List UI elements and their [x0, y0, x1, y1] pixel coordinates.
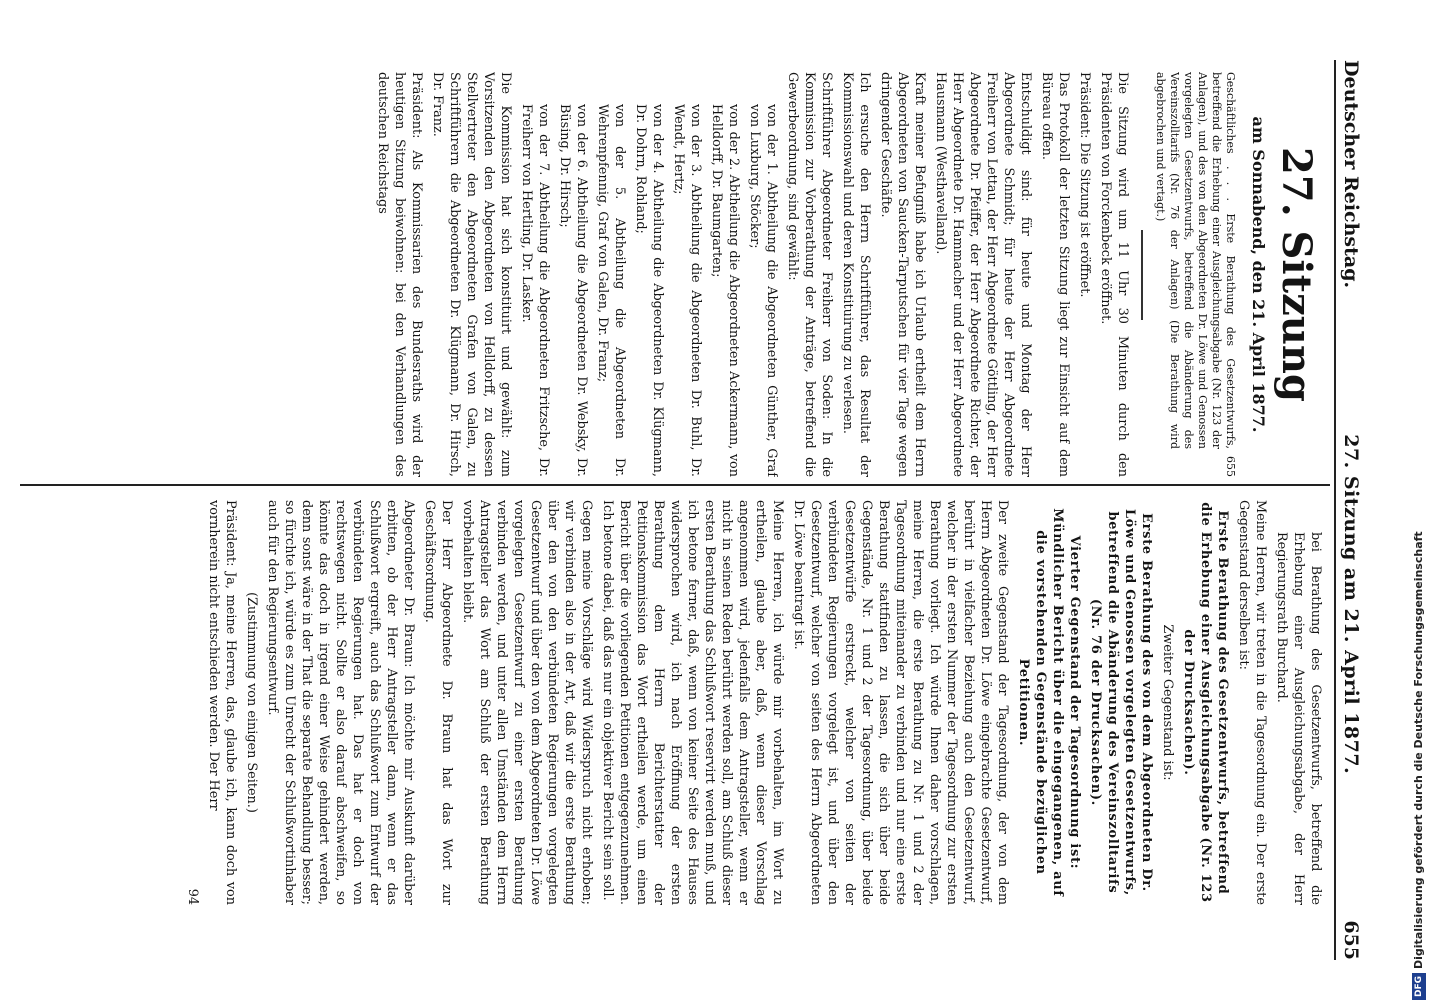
session-date: am Sonnabend, den 21. April 1877. — [1249, 116, 1268, 433]
paragraph: Kraft meiner Befugniß habe ich Urlaub ertheilt dem Herrn Abgeordneten von Saucken-Tarputschen für vier Tage wegen dringender Geschäfte. — [878, 72, 927, 477]
separator-rule — [1141, 230, 1143, 320]
agenda-label: Geschäftliches — [1224, 72, 1237, 154]
paragraph: Die Sitzung wird um 11 Uhr 30 Minuten durch den Präsidenten von Forckenbeck eröffnet. — [1098, 72, 1130, 477]
paragraph: Meine Herren, wir treten in die Tagesordnung ein. Der erste Gegenstand derselben ist: — [1236, 500, 1268, 905]
paragraph: Zweiter Gegenstand ist: — [1160, 624, 1175, 781]
agenda-page-ref: 655 — [1224, 456, 1237, 477]
left-column — [24, 72, 1324, 477]
agenda-text: Erste Berathung des Gesetzentwurfs, betreffend die Erhebung einer Ausgleichungsabgabe (Nr. 123 der Anlagen), und des von den Abgeordneten Dr. Löwe und Genossen vorgelegten Gesetzentwurfs, betreffend die Abänderung des Vereinszolltarifs (Nr. 76 der Anlagen) (Die Berathung wird abgebrochen und vertagt.) — [1154, 72, 1237, 449]
paragraph: Meine Herren, ich würde mir vorbehalten, im Wort zu ertheilen, glaube aber, daß, wenn dieser Vorschlag angenommen wird, jedenfalls dem Antragsteller, wenn er nicht in seinen Reden berührt werden soll, am Schluß dieser ersten Berathung das Schlußwort reservirt werden muß, und ich betone ferner, daß, wenn von keiner Seite des Hauses widersprochen wird, ich nach Eröffnung der ersten Berathung dem Herrn Berichterstatter der Petitionskommission das Wort ertheilen werde, um einen Bericht über die vorliegenden Petitionen entgegenzunehmen. Ich betone dabei, daß das nur ein objektiver Bericht sein soll. — [600, 500, 785, 905]
agenda-heading: Vierter Gegenstand der Tagesordnung ist: Mündlicher Bericht über die eingegangenen, auf die vorstehenden Gegenstände bezüglichen Petitionen. — [1016, 508, 1082, 897]
paragraph: Die Kommission hat sich konstituirt und gewählt: zum Vorsitzenden den Abgeordneten von Helldorff, zu dessen Stellvertreter den Abgeordneten Grafen von Galen, zu Schriftführern die Abgeordneten Dr. Klügmann, Dr. Hirsch, Dr. Franz. — [430, 72, 513, 477]
interjection: (Zustimmung von einigen Seiten.) — [244, 592, 259, 813]
paragraph: Abgeordneter Dr. Braun: Ich möchte mir Auskunft darüber erbitten, ob der Herr Antragsteller dann, wenn er das Schlußwort ergreift, auch das Schlußwort zum Entwurf der verbündeten Regierungen hat. Das hat er doch von rechtswegen nicht. Sollte er also darauf abschweifen, so könnte das doch in irgend einer Weise gehindert werden, denn sonst wäre in der That die separate Behandlung besser; so fürchte ich, würde es zum Unrecht der Schlußwortinhaber auch für den Regierungsentwurf. — [265, 500, 416, 905]
paragraph: Schriftführer Abgeordneter Freiherr von Soden: In die Kommission zur Vorberathung der Anträge, betreffend die Gewerbeordnung, sind gewählt: — [785, 72, 834, 477]
agenda-heading: Erste Berathung des Gesetzentwurfs, betreffend die Erhebung einer Ausgleichungsabgabe (Nr. 123 der Drucksachen). — [1181, 502, 1230, 903]
list-item: von der 1. Abtheilung die Abgeordneten Günther, Graf von Luxburg, Stöcker; — [747, 104, 779, 477]
list-item: von der 2. Abtheilung die Abgeordneten Ackermann, von Helldorff, Dr. Baumgarten; — [709, 104, 741, 477]
footer — [1409, 0, 1429, 1000]
list-item: von der 4. Abtheilung die Abgeordneten Dr. Klügmann, Dr. Dohrn, Rohland; — [633, 104, 665, 477]
paragraph: Ich ersuche den Herrn Schriftführer, das Resultat der Kommissionswahl und deren Konstituirung zu verlesen. — [840, 72, 872, 477]
header-page-number: 655 — [1340, 920, 1362, 960]
paragraph: Präsident: Die Sitzung ist eröffnet. — [1077, 72, 1092, 298]
agenda-heading: Erste Berathung des von dem Abgeordneten Dr. Löwe und Genossen vorgelegten Gesetzentwurfs, betreffend die Abänderung des Vereinszolltarifs (Nr. 76 der Drucksachen). — [1088, 508, 1154, 897]
right-column — [24, 500, 1324, 905]
list-item: von der 3. Abtheilung die Abgeordneten Dr. Buhl, Dr. Wendt, Hertz; — [671, 104, 703, 477]
paragraph: Präsident: Ja, meine Herren, das, glaube ich, kann doch von vornherein nicht entschieden werden. Der Herr — [206, 500, 238, 905]
footer-credit: Digitalisierung gefördert durch die Deutsche Forschungsgemeinschaft — [1412, 531, 1425, 969]
paragraph: Der zweite Gegenstand der Tagesordnung, der von dem Herrn Abgeordneten Dr. Löwe eingebrachte Gesetzentwurf, berührt in vielfacher Beziehung auch den Gesetzentwurf, welcher in der ersten Nummer der Tagesordnung zur ersten Berathung vorliegt. Ich würde Ihnen daher vorschlagen, meine Herren, die erste Berathung zu Nr. 1 und 2 der Tagesordnung miteinander zu verbinden und nur eine erste Berathung stattfinden zu lassen, die sich über beide Gegenstände, Nr. 1 und 2 der Tagesordnung, über beide Gesetzentwürfe erstreckt, welcher von seiten der verbündeten Regierungen vorgelegt ist, und über den Gesetzentwurf, welcher von seiten des Herrn Abgeordneten Dr. Löwe beantragt ist. — [791, 500, 1010, 905]
paragraph: bei Berathung des Gesetzentwurfs, betreffend die Erhebung einer Ausgleichungsabgabe, der Herr Regierungsrath Burchard. — [1274, 532, 1323, 905]
list-item: von der 5. Abtheilung die Abgeordneten Dr. Wehrenpfennig, Graf von Galen, Dr. Franz; — [595, 104, 627, 477]
page-header — [1334, 60, 1366, 960]
list-item: von der 7. Abtheilung die Abgeordneten Fritzsche, Dr. Freiherr von Hertling, Dr. Lasker. — [519, 104, 551, 477]
page-signature: 94 — [185, 888, 200, 905]
paragraph: Das Protokoll der letzten Sitzung liegt zur Einsicht auf dem Büreau offen. — [1039, 72, 1071, 477]
header-publication: Deutscher Reichstag. — [1340, 60, 1362, 289]
session-title: 27. Sitzung — [1273, 147, 1320, 402]
header-session: 27. Sitzung am 21. April 1877. — [1340, 434, 1362, 775]
paragraph: Der Herr Abgeordnete Dr. Braun hat das Wort zur Geschäftsordnung. — [422, 500, 454, 905]
paragraph: Gegen meine Vorschläge wird Widerspruch nicht erhoben; wir verbinden also in der Art, daß wir die erste Berathung über den von den verbündeten Regierungen vorgelegten Gesetzentwurf und über den von dem Abgeordneten Dr. Löwe vorgelegten Gesetzentwurf zu einer ersten Berathung verbinden werden, und unter allen Umständen dem Herrn Antragsteller das Wort am Schluß der ersten Berathung vorbehalten bleibt. — [460, 500, 594, 905]
list-item: von der 6. Abtheilung die Abgeordneten Dr. Websky, Dr. Büsing, Dr. Hirsch; — [557, 104, 589, 477]
paragraph: Entschuldigt sind: für heute und Montag der Herr Abgeordnete Schmidt; für heute der Herr Abgeordnete Freiherr von Lettau, der Herr Abgeordnete Göttling, der Herr Abgeordnete Dr. Pfeiffer, der Herr Abgeordnete Richter, der Herr Abgeordnete Dr. Hammacher und der Herr Abgeordnete Hausmann (Westhavelland). — [933, 72, 1033, 477]
column-divider — [20, 484, 1330, 486]
dfg-logo: DFG — [1412, 973, 1426, 1000]
paragraph: Präsident: Als Kommissarien des Bundesraths wird der heutigen Sitzung beiwohnen: bei den Verhandlungen des deutschen Reichstags — [375, 72, 424, 477]
agenda-block: Geschäftliches . . . Erste Berathung des Gesetzentwurfs, betreffend die Erhebung einer Ausgleichungsabgabe (Nr. 123 der Anlagen), und des von den Abgeordneten Dr. Löwe und Genossen vorgelegten Gesetzentwurfs, betreffend die Abänderung des Vereinszolltarifs (Nr. 76 der Anlagen) (Die Berathung wird abgebrochen und vertagt.) 655 — [1154, 72, 1237, 477]
